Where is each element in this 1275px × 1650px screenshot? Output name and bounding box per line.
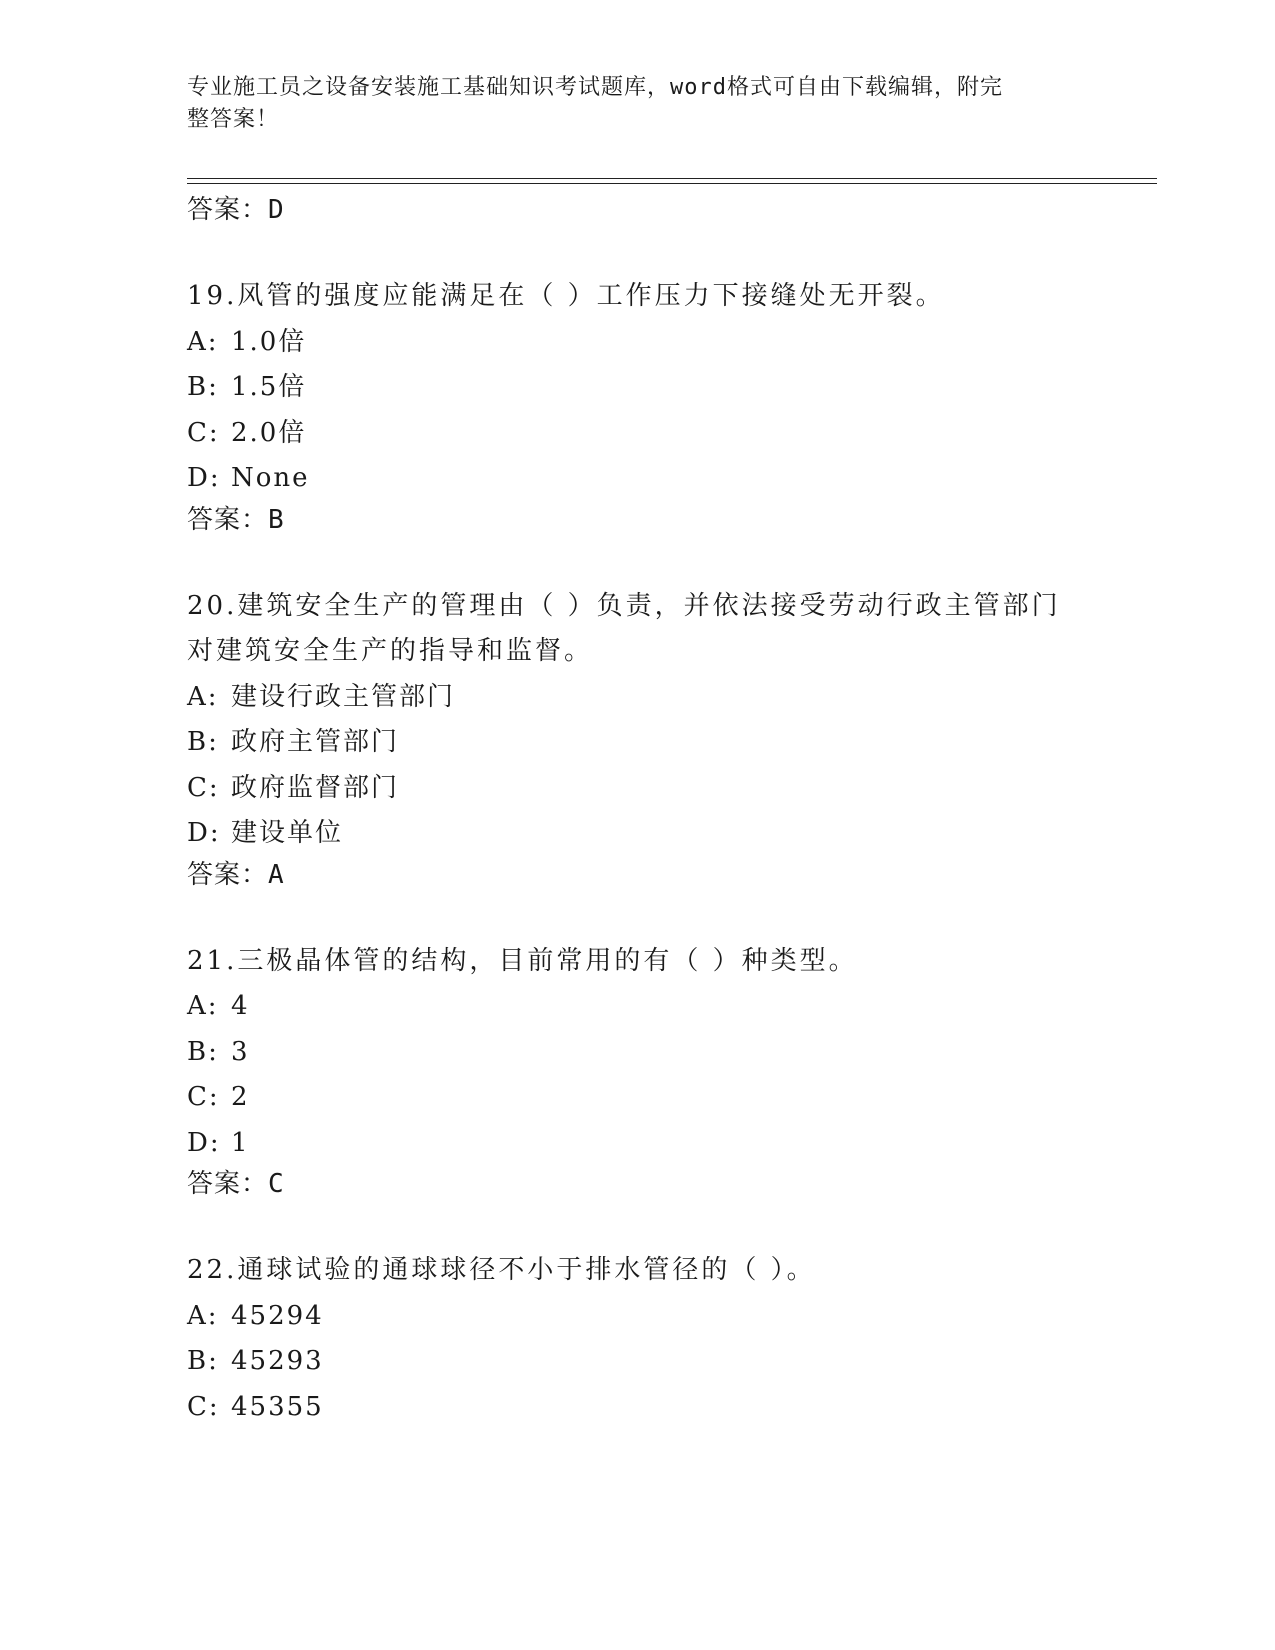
option-label: D: (187, 818, 221, 848)
option-label: A: (187, 326, 219, 357)
option-text: 3 (231, 1036, 250, 1067)
page-header (187, 72, 1067, 136)
option-label: C: (187, 1391, 220, 1422)
option-label: C: (187, 1082, 220, 1112)
question-20-text-line1: 20.建筑安全生产的管理由（ ）负责，并依法接受劳动行政主管部门 (187, 590, 1061, 621)
question-22-option-c[interactable] (187, 1385, 1127, 1431)
option-text: 1 (231, 1127, 250, 1158)
option-text: 4 (231, 991, 250, 1021)
question-21 (187, 939, 1127, 1203)
option-text: 2 (231, 1082, 250, 1112)
question-19-option-d[interactable] (187, 456, 1127, 502)
option-text: 1.5倍 (231, 372, 307, 402)
option-label: B: (187, 1346, 219, 1376)
option-text: None (231, 463, 310, 493)
option-label: A: (187, 991, 219, 1021)
question-19-option-b[interactable] (187, 365, 1127, 411)
question-20-option-c[interactable] (187, 766, 1127, 812)
question-21-answer: 答案：C (187, 1169, 285, 1199)
question-20-text (187, 584, 1127, 675)
question-list (187, 192, 1127, 1430)
option-text: 45294 (231, 1300, 324, 1331)
question-20 (187, 584, 1127, 893)
option-text: 政府监督部门 (231, 772, 400, 803)
option-text: 2.0倍 (231, 417, 307, 448)
question-21-text: 21.三极晶体管的结构，目前常用的有（ ）种类型。 (187, 945, 858, 976)
question-20-text-line2: 对建筑安全生产的指导和监督。 (187, 636, 594, 666)
question-20-answer: 答案：A (187, 859, 285, 890)
question-21-option-b[interactable] (187, 1030, 1127, 1076)
question-19-text: 19.风管的强度应能满足在（ ）工作压力下接缝处无开裂。 (187, 281, 945, 311)
question-19-option-a[interactable] (187, 320, 1127, 366)
option-label: B: (187, 727, 219, 757)
option-label: D: (187, 463, 221, 493)
option-label: A: (187, 1300, 219, 1331)
header-title-line1: 专业施工员之设备安装施工基础知识考试题库，word格式可自由下载编辑，附完 (187, 75, 1003, 100)
option-label: C: (187, 772, 220, 803)
question-20-option-a[interactable] (187, 675, 1127, 721)
option-text: 45355 (231, 1391, 324, 1422)
option-text: 1.0倍 (231, 326, 307, 357)
header-divider (187, 178, 1157, 184)
question-22-option-b[interactable] (187, 1339, 1127, 1385)
question-21-option-c[interactable] (187, 1075, 1127, 1121)
option-text: 建设行政主管部门 (231, 681, 456, 712)
option-text: 建设单位 (231, 818, 344, 848)
question-22-option-a[interactable] (187, 1294, 1127, 1340)
option-label: A: (187, 681, 219, 712)
option-label: B: (187, 372, 219, 402)
question-22 (187, 1248, 1127, 1430)
header-title-line2: 整答案！ (187, 107, 280, 132)
question-19-answer: 答案：B (187, 504, 285, 535)
option-label: D: (187, 1127, 221, 1158)
question-19-option-c[interactable] (187, 411, 1127, 457)
question-19 (187, 274, 1127, 538)
question-20-option-d[interactable] (187, 811, 1127, 857)
question-22-text: 22.通球试验的通球球径不小于排水管径的（ ）。 (187, 1255, 816, 1285)
question-21-option-d[interactable] (187, 1121, 1127, 1167)
question-21-option-a[interactable] (187, 984, 1127, 1030)
option-text: 45293 (231, 1346, 324, 1376)
option-text: 政府主管部门 (231, 727, 400, 757)
option-label: B: (187, 1036, 219, 1067)
previous-answer: 答案：D (187, 195, 285, 225)
option-label: C: (187, 417, 220, 448)
question-20-option-b[interactable] (187, 720, 1127, 766)
